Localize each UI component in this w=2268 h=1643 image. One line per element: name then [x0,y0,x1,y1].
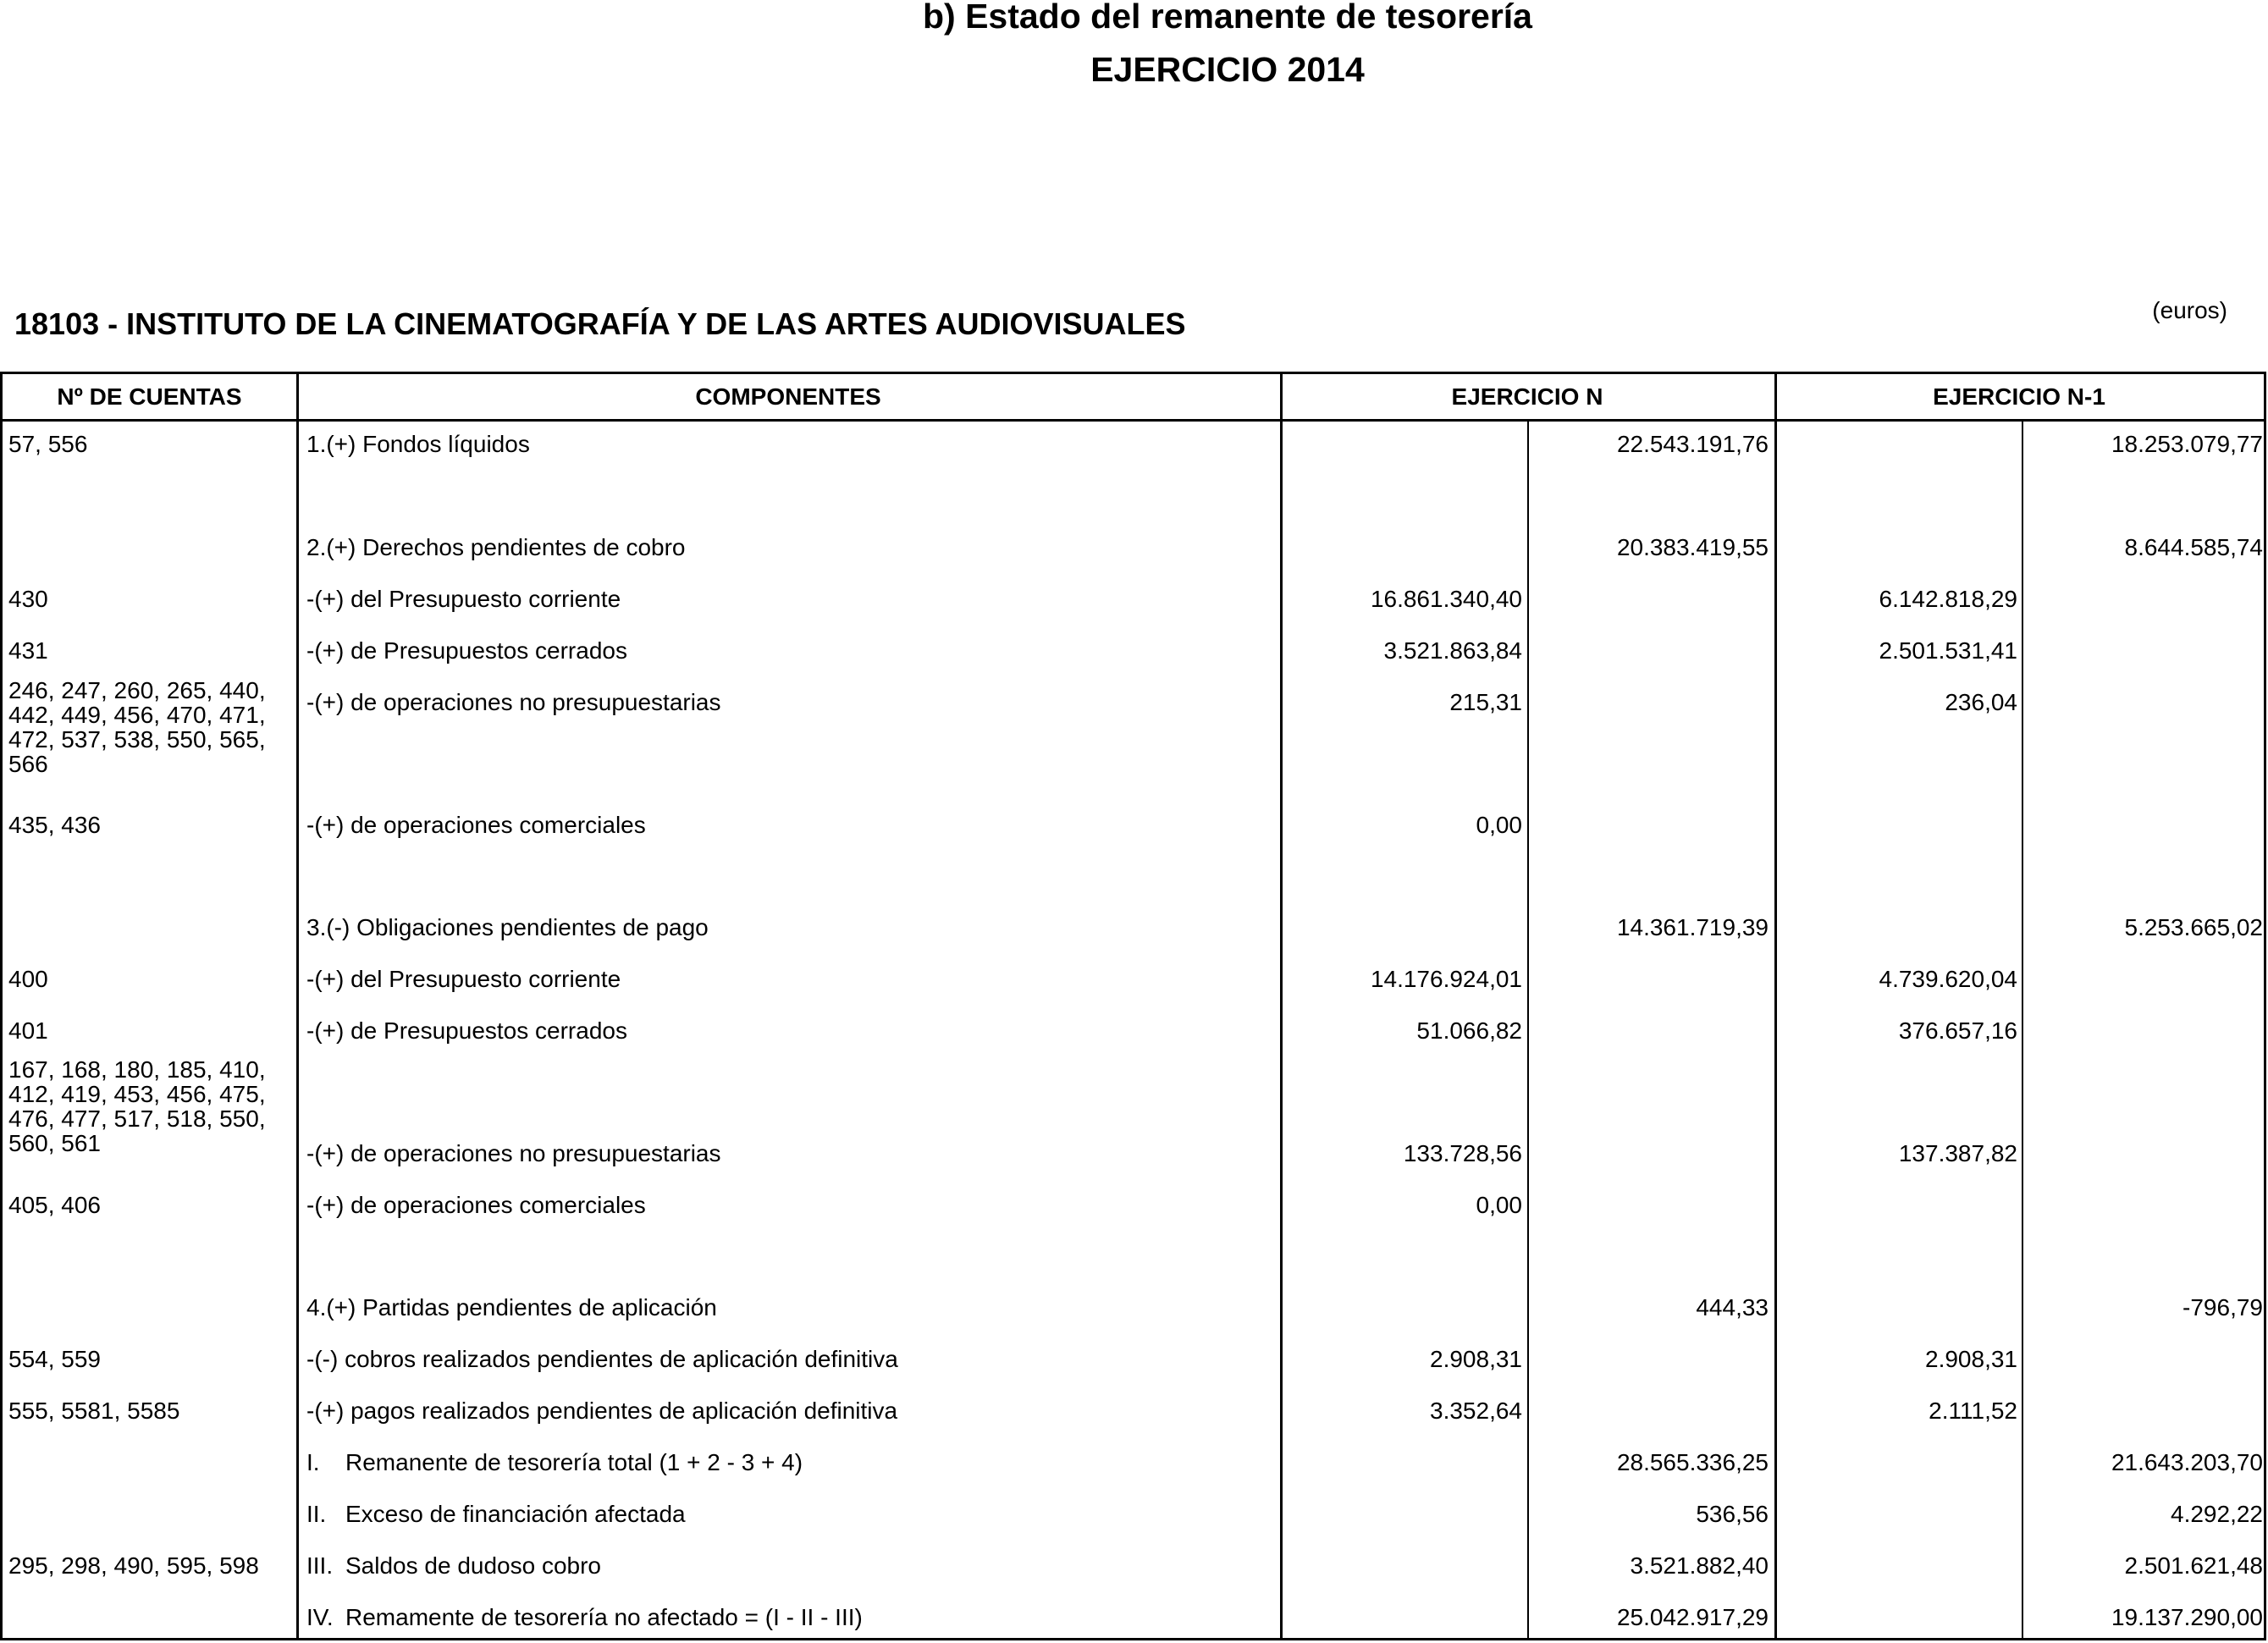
component-label [306,1398,897,1423]
year-n1-subtotal: 376.657,16 [1898,1017,2017,1044]
year-n-subtotal: 3.352,64 [1430,1398,1522,1424]
account-numbers: 246, 247, 260, 265, 440, 442, 449, 456, 470, 471, 472, 537, 538, 550, 565, 566 [8,677,266,777]
column-divider [296,372,299,1638]
account-numbers: 400 [8,966,48,992]
component-text: -(+) de operaciones comerciales [306,1192,646,1218]
component-label [306,1553,601,1578]
year-n-total: 3.521.882,40 [1630,1552,1769,1579]
component-text: 3.(-) Obligaciones pendientes de pago [306,914,709,940]
treasury-table [0,372,2266,1640]
component-text: 2.(+) Derechos pendientes de cobro [306,534,686,560]
year-n1-total: 18.253.079,77 [2111,431,2263,457]
component-label [306,915,709,940]
account-numbers: 430 [8,586,48,612]
units-label: (euros) [2152,297,2227,323]
column-divider [1280,372,1283,1638]
year-n1-total: -796,79 [2182,1294,2263,1320]
component-label [306,1018,627,1043]
account-numbers: 405, 406 [8,1192,101,1218]
year-n1-subtotal: 2.501.531,41 [1879,637,2017,664]
roman-numeral: III. [306,1552,334,1579]
header-components: COMPONENTES [695,383,881,410]
year-n1-total: 2.501.621,48 [2124,1552,2263,1579]
component-text: -(-) cobros realizados pendientes de aplicación definitiva [306,1346,898,1372]
year-n-subtotal: 16.861.340,40 [1370,586,1522,612]
component-text: Remamente de tesorería no afectado = (I - II - III) [345,1604,863,1630]
component-label [306,1193,646,1217]
year-n-total: 536,56 [1696,1501,1769,1527]
year-n-subtotal: 215,31 [1449,689,1522,715]
year-n-subtotal: 0,00 [1476,1192,1522,1218]
component-label [306,587,621,611]
account-numbers: 167, 168, 180, 185, 410, 412, 419, 453, 456, 475, 476, 477, 517, 518, 550, 560, 561 [8,1056,266,1156]
year-n-total: 22.543.191,76 [1616,431,1769,457]
year-n-subtotal: 14.176.924,01 [1370,966,1522,992]
header-year-n: EJERCICIO N [1451,383,1603,410]
component-label [306,1502,686,1526]
account-numbers: 554, 559 [8,1346,101,1372]
year-n-subtotal: 2.908,31 [1430,1346,1522,1372]
table-header [0,372,2266,422]
year-n-subtotal: 51.066,82 [1416,1017,1522,1044]
component-label [306,535,686,560]
entity-name: 18103 - INSTITUTO DE LA CINEMATOGRAFÍA Y DE LAS ARTES AUDIOVISUALES [14,306,1186,341]
component-label [306,690,721,714]
account-numbers: 401 [8,1017,48,1044]
account-numbers: 435, 436 [8,812,101,838]
component-text: -(+) de operaciones comerciales [306,812,646,838]
year-n1-total: 19.137.290,00 [2111,1604,2263,1630]
year-n-total: 14.361.719,39 [1616,914,1769,940]
component-label [306,432,530,456]
component-label [306,1450,803,1475]
component-text: -(+) de operaciones no presupuestarias [306,1140,721,1166]
roman-numeral: IV. [306,1604,334,1630]
year-n1-subtotal: 236,04 [1945,689,2017,715]
year-n1-total: 5.253.665,02 [2124,914,2263,940]
report-subtitle: EJERCICIO 2014 [1090,50,1365,89]
account-numbers: 57, 556 [8,431,88,457]
header-accounts: Nº DE CUENTAS [57,383,242,410]
component-text: -(+) de Presupuestos cerrados [306,637,627,664]
year-n-total: 20.383.419,55 [1616,534,1769,560]
account-numbers: 431 [8,637,48,664]
year-n1-subtotal: 6.142.818,29 [1879,586,2017,612]
component-text: -(+) pagos realizados pendientes de aplicación definitiva [306,1398,898,1424]
component-label [306,813,646,837]
component-text: Exceso de financiación afectada [345,1501,686,1527]
component-label [306,1141,721,1166]
component-text: -(+) de Presupuestos cerrados [306,1017,627,1044]
year-n1-total: 4.292,22 [2171,1501,2263,1527]
year-n1-total: 21.643.203,70 [2111,1449,2263,1475]
year-n1-subtotal: 2.111,52 [1929,1398,2017,1424]
component-label [306,1605,863,1629]
year-n-total: 444,33 [1696,1294,1769,1320]
account-numbers: 555, 5581, 5585 [8,1398,180,1424]
year-n1-subtotal: 2.908,31 [1925,1346,2017,1372]
component-label [306,1295,717,1320]
roman-numeral: II. [306,1501,327,1527]
column-divider [1527,422,1529,1638]
component-text: -(+) del Presupuesto corriente [306,586,621,612]
component-text: -(+) del Presupuesto corriente [306,966,621,992]
component-label [306,1347,898,1371]
year-n1-subtotal: 137.387,82 [1898,1140,2017,1166]
component-text: 4.(+) Partidas pendientes de aplicación [306,1294,717,1320]
header-year-n1: EJERCICIO N-1 [1933,383,2105,410]
component-label [306,638,627,663]
year-n-subtotal: 3.521.863,84 [1383,637,1522,664]
component-text: 1.(+) Fondos líquidos [306,431,530,457]
component-text: -(+) de operaciones no presupuestarias [306,689,721,715]
year-n-total: 25.042.917,29 [1616,1604,1769,1630]
column-divider [2022,422,2023,1638]
component-text: Remanente de tesorería total (1 + 2 - 3 + 4) [345,1449,803,1475]
roman-numeral: I. [306,1449,320,1475]
component-label [306,967,621,991]
year-n-subtotal: 133.728,56 [1403,1140,1522,1166]
column-divider [1774,372,1777,1638]
account-numbers: 295, 298, 490, 595, 598 [8,1552,259,1579]
year-n-total: 28.565.336,25 [1616,1449,1769,1475]
component-text: Saldos de dudoso cobro [345,1552,601,1579]
year-n1-subtotal: 4.739.620,04 [1879,966,2017,992]
year-n-subtotal: 0,00 [1476,812,1522,838]
report-title: b) Estado del remanente de tesorería [922,0,1532,36]
year-n1-total: 8.644.585,74 [2124,534,2263,560]
